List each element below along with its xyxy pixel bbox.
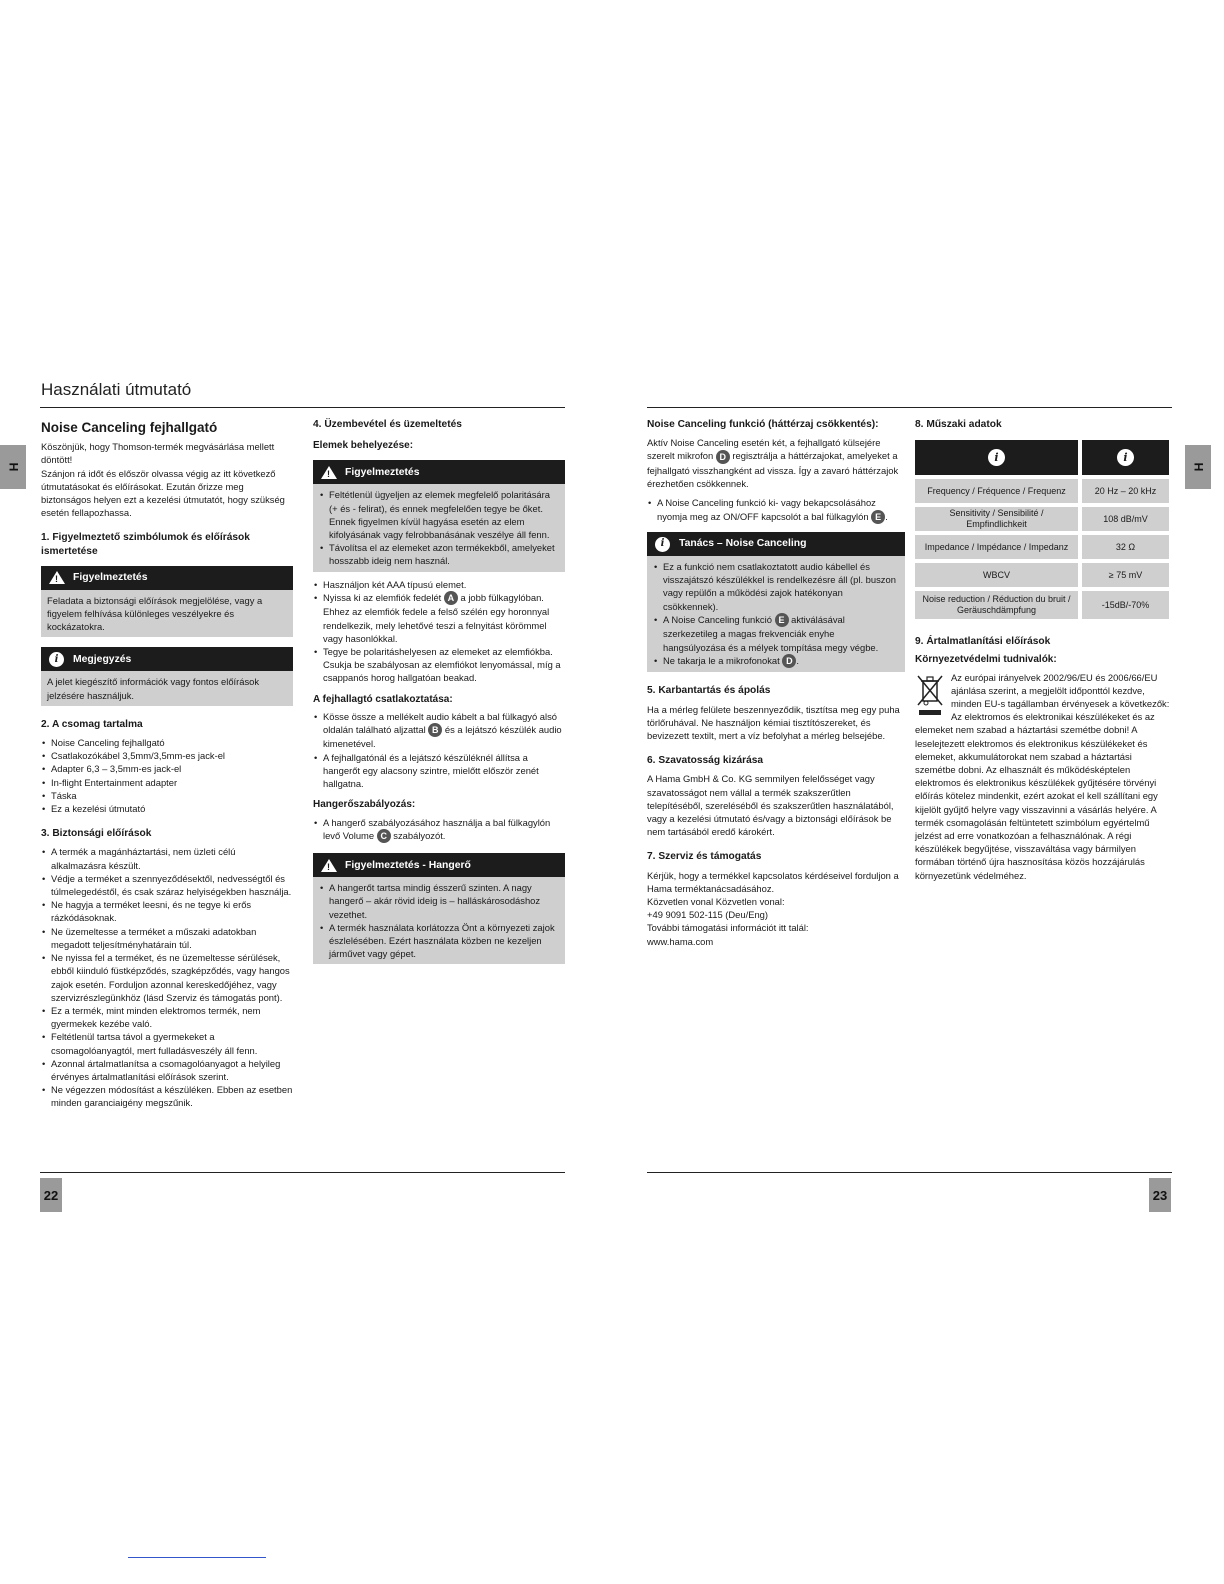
list-item: • Védje a terméket a szennyeződésektől, nedvességtől és túlmelegedéstől, és csak száraz helyiségekben használja.	[41, 872, 293, 898]
spec-value: 20 Hz – 20 kHz	[1082, 479, 1169, 503]
section-8-heading: 8. Műszaki adatok	[915, 419, 1002, 430]
warning-triangle-icon: !	[321, 466, 337, 479]
note-box-body	[41, 671, 293, 705]
warning-box-body	[41, 590, 293, 638]
warning-box-header	[313, 460, 565, 484]
list-item: • Használjon két AAA típusú elemet.	[313, 578, 565, 591]
info-icon: i	[1117, 449, 1134, 466]
spec-table	[911, 436, 1173, 623]
spec-table-header	[915, 440, 1169, 475]
list-item: • Ez a kezelési útmutató	[41, 802, 293, 815]
page-header-title: Használati útmutató	[41, 380, 192, 399]
list-item: • Táska	[41, 789, 293, 802]
column-3	[647, 418, 905, 948]
warning-box-body	[313, 484, 565, 571]
link-underline	[128, 1557, 266, 1558]
section-3-heading: 3. Biztonsági előírások	[41, 828, 152, 840]
spec-label: Sensitivity / Sensibilité / Empfindlichkeit	[915, 507, 1078, 531]
table-row	[915, 507, 1169, 531]
environment-block	[915, 671, 1171, 882]
spec-value: 108 dB/mV	[1082, 507, 1169, 531]
column-1	[41, 421, 293, 1110]
section-9-heading: 9. Ártalmatlanítási előírások	[915, 636, 1051, 648]
section-6-text: A Hama GmbH & Co. KG semmilyen felelősséget vagy szavatosságot nem vállal a termék szakszerűtlen telepítéséből, szereléséből és szakszerűtlen használatából, vagy a kezelési útmutató és/vagy a biztonsági előírások be nem tartásából eredő károkért.	[647, 773, 894, 838]
tip-box-header	[647, 532, 905, 556]
list-item: • A Noise Canceling funkció E aktiválásával szerkezetileg a magas frekvenciák enyhe hangsúlyozása és a mélyek tompítása megy végbe.	[653, 613, 897, 654]
volume-heading: Hangerőszabályozás:	[313, 799, 416, 811]
section-5-heading: 5. Karbantartás és ápolás	[647, 685, 771, 697]
warning-box-header	[41, 566, 293, 590]
environment-text: Az európai irányelvek 2002/96/EU és 2006/66/EU ajánlása szerint, a megjelölt időponttól kezdve, minden EU-s tagállamban érvényesek a következők: Az elektromos és elektronikai készülékeket és az elemeket nem szabad a háztartási szemétbe dobni! A leselejtezett elektromos és elektronikus készülékeket és elemeket, akkumulátorokat nem szabad a háztartási szemétbe dobni. Az elhasznált és működésképtelen elektromos és elektronikus készülékek gyűjtésére törvényi előírás kötelez mindenkit, ezért azokat el kell szállítani egy kijelölt gyűjtő helyre vagy visszavinni a vásárlás helyére. A termék csomagolásán feltüntetett szimbólum egyértelmű jelzést ad erre vonatkozóan a felhasználónak. A régi készülékek begyűjtése, visszaváltása vagy bármilyen formában történő újra hasznosítása közös hozzájárulás környezetünk védelméhez.	[915, 671, 1170, 881]
list-item: • A termék használata korlátozza Önt a környezeti zajok észlelésében. Ezért használata közben ne kezeljen járművet vagy gépet.	[319, 921, 557, 961]
marker-d: D	[716, 450, 730, 464]
list-item: • Ne végezzen módosítást a készüléken. Ebben az esetben minden garanciaigény megszűnik.	[41, 1083, 293, 1109]
spec-label: WBCV	[915, 563, 1078, 587]
spec-value: ≥ 75 mV	[1082, 563, 1169, 587]
header-rule-left	[40, 407, 565, 408]
list-item: • Ez a funkció nem csatlakoztatott audio kábellel és visszajátszó készülékkel is rendelkezésre áll (pl. buszon vagy repülőn a működési zajok hatékonyan csökkennek).	[653, 560, 897, 613]
list-item: • In-flight Entertainment adapter	[41, 776, 293, 789]
battery-steps-list	[313, 578, 565, 685]
section-1-heading: 1. Figyelmeztető szimbólumok és előírások ismertetése	[41, 532, 250, 557]
list-item: • A Noise Canceling funkció ki- vagy bekapcsolásához nyomja meg az ON/OFF kapcsolót a bal fülkagylón E .	[647, 496, 905, 524]
spec-value: 32 Ω	[1082, 535, 1169, 559]
marker-a: A	[444, 591, 458, 605]
section-5-text: Ha a mérleg felülete beszennyeződik, tisztítsa meg egy puha törlőruhával. Ne használjon kémiai tisztítószereket, és bevizezett textilt, mert a víz befolyhat a mérleg belsejébe.	[647, 703, 900, 741]
spec-label: Frequency / Fréquence / Frequenz	[915, 479, 1078, 503]
header-rule-right	[647, 407, 1172, 408]
spec-label: Noise reduction / Réduction du bruit / Geräuschdämpfung	[915, 591, 1078, 619]
marker-e: E	[871, 510, 885, 524]
spec-value: -15dB/-70%	[1082, 591, 1169, 619]
section-7-line: További támogatási információt itt talál:	[647, 922, 809, 934]
package-contents-list	[41, 736, 293, 815]
tip-box-body	[647, 556, 905, 672]
marker-e: E	[775, 613, 789, 627]
table-row	[915, 479, 1169, 503]
list-item: • Tegye be polaritáshelyesen az elemeket az elemfiókba. Csukja be szabályosan az elemfiókot lenyomással, míg a csappanós horog hallgatóan beakad.	[313, 645, 565, 685]
section-7-heading: 7. Szerviz és támogatás	[647, 851, 762, 863]
intro-paragraph-1: Köszönjük, hogy Thomson-termék megvásárlása mellett döntött!	[41, 441, 275, 466]
connect-heading: A fejhallagtó csatlakoztatása:	[313, 693, 453, 705]
info-icon: i	[655, 537, 670, 552]
section-2-heading: 2. A csomag tartalma	[41, 718, 143, 730]
column-2	[313, 418, 565, 964]
list-item: • Azonnal ártalmatlanítsa a csomagolóanyagot a helyileg érvényes ártalmatlanítási előírások szerint.	[41, 1057, 293, 1083]
batteries-heading: Elemek behelyezése:	[313, 440, 414, 452]
column-4	[915, 418, 1171, 882]
marker-b: B	[428, 723, 442, 737]
page-number-left: 22	[40, 1178, 62, 1212]
noise-canceling-heading: Noise Canceling funkció (háttérzaj csökkentés):	[647, 419, 879, 430]
table-row	[915, 591, 1169, 619]
warning-box-title: Figyelmeztetés - Hangerő	[345, 859, 471, 871]
list-item: • Nyissa ki az elemfiók fedelét A a jobb fülkagylóban. Ehhez az elemfiók fedele a felső szélén egy horonnyal rendelkezik, mely lehetővé teszi a felnyitást körömmel vagy hasonlókkal.	[313, 591, 565, 645]
list-item: • A fejhallgatónál és a lejátszó készüléknél állítsa a hangerőt egy alacsony szintre, mielőtt először zenét hallgatna.	[313, 751, 565, 791]
note-box-title: Megjegyzés	[73, 653, 132, 665]
marker-d: D	[782, 654, 796, 668]
crossed-bin-icon	[915, 673, 945, 717]
list-item: • Ne nyissa fel a terméket, és ne üzemeltesse sérülések, ebből kiinduló füstképződés, szagképződés, vagy hangos zajok esetén. Forduljon azonnal kereskedőjéhez, vagy szervizrészlegünkhöz (lásd Szerviz és támogatás pont).	[41, 951, 293, 1004]
website-link[interactable]: www.hama.com	[647, 935, 714, 947]
section-7-line: +49 9091 502-115 (Deu/Eng)	[647, 909, 769, 921]
note-box-header	[41, 647, 293, 671]
list-item: • A hangerő szabályozásához használja a bal fülkagylón levő Volume C szabályozót.	[313, 816, 565, 844]
table-row	[915, 563, 1169, 587]
footer-rule-left	[40, 1172, 565, 1173]
list-item: • A hangerőt tartsa mindig ésszerű szinten. A nagy hangerő – akár rövid ideig is – halláskárosodáshoz vezethet.	[319, 881, 557, 921]
footer-rule-right	[647, 1172, 1172, 1173]
list-item: • Feltétlenül tartsa távol a gyermekeket a csomagolóanyagtól, mert fulladásveszély áll fenn.	[41, 1030, 293, 1056]
doc-title: Noise Canceling fejhallgató	[41, 420, 218, 435]
volume-list	[313, 816, 565, 844]
warning-triangle-icon: !	[49, 571, 65, 584]
environment-heading: Környezetvédelmi tudnivalók:	[915, 654, 1057, 666]
section-7-line: Kérjük, hogy a termékkel kapcsolatos kérdéseivel forduljon a Hama terméktanácsadásához.	[647, 869, 899, 894]
list-item: • Feltétlenül ügyeljen az elemek megfelelő polaritására (+ és - felirat), és ennek megfelelően tegye be őket. Ennek figyelmen kívül hagyása esetén az elem kifolyásának vagy felrobbanásának veszélye áll fenn.	[319, 488, 557, 541]
warning-box-title: Figyelmeztetés	[73, 572, 148, 584]
list-item: • Noise Canceling fejhallgató	[41, 736, 293, 749]
intro-paragraph-2: Szánjon rá időt és először olvassa végig az itt következő útmutatásokat és előírásokat. Ezután őrizze meg biztonságos helyen ezt a kezelési útmutatót, hogy szükség esetén fellapozhassa.	[41, 467, 285, 519]
noise-canceling-list	[647, 496, 905, 524]
language-tab-right: H	[1185, 445, 1211, 489]
list-item: • Ez a termék, mint minden elektromos termék, nem gyermekek kezébe való.	[41, 1004, 293, 1030]
table-row	[915, 535, 1169, 559]
info-icon: i	[988, 449, 1005, 466]
list-item: • Adapter 6,3 – 3,5mm-es jack-el	[41, 762, 293, 775]
section-7-line: Közvetlen vonal Közvetlen vonal:	[647, 895, 785, 907]
warning-triangle-icon: !	[321, 859, 337, 872]
list-item: • Csatlakozókábel 3,5mm/3,5mm-es jack-el	[41, 749, 293, 762]
spec-label: Impedance / Impédance / Impedanz	[915, 535, 1078, 559]
marker-c: C	[377, 829, 391, 843]
language-tab-left: H	[0, 445, 26, 489]
volume-warning-box-header	[313, 853, 565, 877]
warning-box-title: Figyelmeztetés	[345, 466, 420, 478]
note-box-text: A jelet kiegészítő információk vagy fontos előírások jelzésére használjuk.	[47, 676, 260, 701]
list-item: • Kösse össze a mellékelt audio kábelt a bal fülkagyó alsó oldalán található aljzattal B és a lejátszó készülék audio kimenetével.	[313, 710, 565, 751]
noise-canceling-text: Aktív Noise Canceling esetén két, a fejhallgató külsejére szerelt mikrofon D regisztrálja a háttérzajokat, amelyeket a fejhallgató visszhangként ad vissza. Így a zavaró háttérzajok érezhetően csökkennek.	[647, 437, 899, 490]
section-4-heading: 4. Üzembevétel és üzemeltetés	[313, 419, 462, 430]
tip-box-title: Tanács – Noise Canceling	[679, 538, 807, 550]
list-item: • A termék a magánháztartási, nem üzleti célú alkalmazásra készült.	[41, 845, 293, 871]
connect-list	[313, 710, 565, 791]
warning-box-text: Feladata a biztonsági előírások megjelölése, vagy a figyelem felhívása különleges veszélyekre és kockázatokra.	[47, 594, 263, 633]
safety-list	[41, 845, 293, 1109]
info-icon: i	[49, 652, 64, 667]
volume-warning-box-body	[313, 877, 565, 964]
page-number-right: 23	[1149, 1178, 1171, 1212]
section-6-heading: 6. Szavatosság kizárása	[647, 755, 764, 767]
list-item: • Távolítsa el az elemeket azon termékekből, amelyeket hosszabb ideig nem használ.	[319, 541, 557, 567]
list-item: • Ne takarja le a mikrofonokat D .	[653, 654, 897, 669]
list-item: • Ne hagyja a terméket leesni, és ne tegye ki erős rázkódásoknak.	[41, 898, 293, 924]
list-item: • Ne üzemeltesse a terméket a műszaki adatokban megadott teljesítményhatárain túl.	[41, 925, 293, 951]
